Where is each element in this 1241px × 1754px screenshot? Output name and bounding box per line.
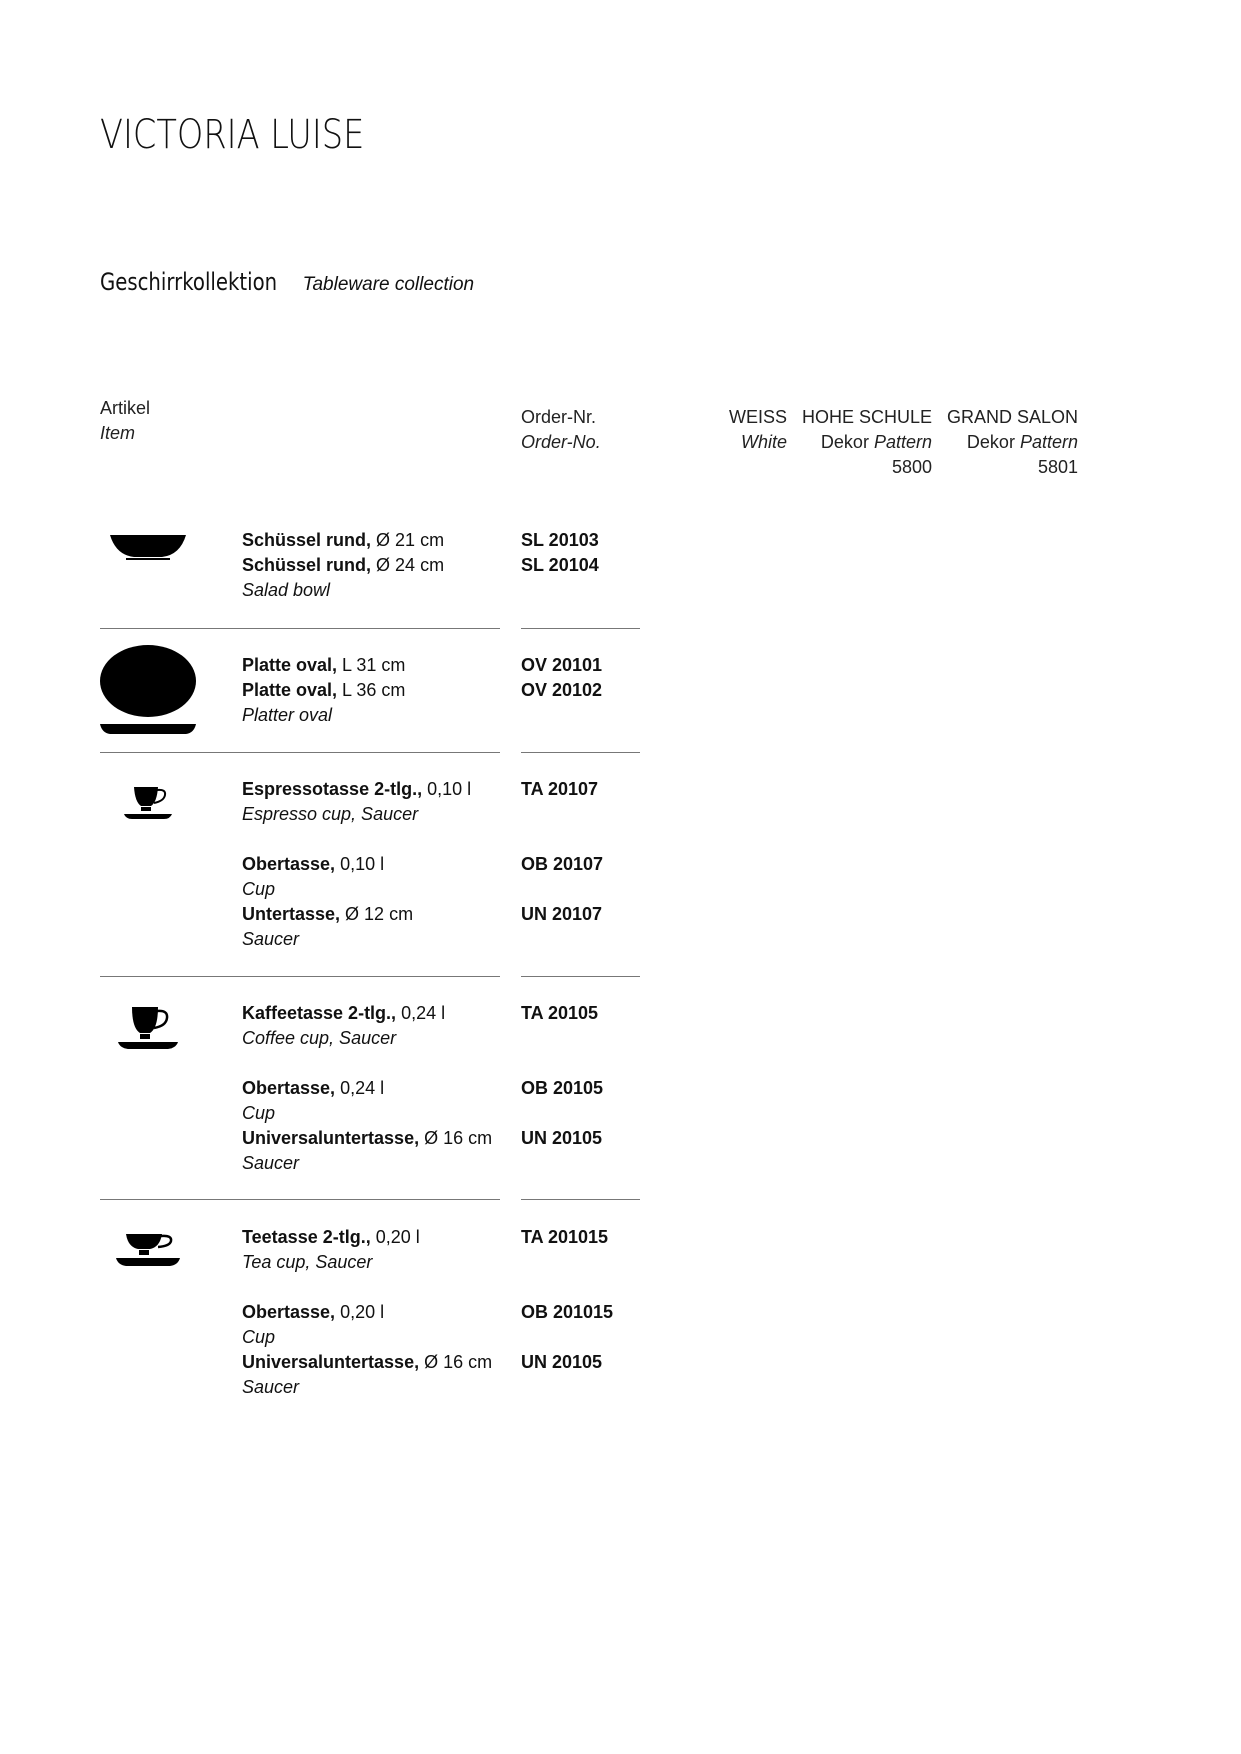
item-en: Salad bowl [242, 580, 331, 600]
header-hohe-name: HOHE SCHULE [801, 407, 932, 427]
item-spec: 0,20 l [335, 1302, 385, 1322]
item-name: Obertasse, [242, 1078, 336, 1098]
item-name: Schüssel rund, [242, 555, 372, 575]
header-order [521, 405, 601, 455]
item-en: Cup [242, 1327, 276, 1347]
divider [100, 1199, 500, 1200]
header-grand-dekor: Dekor [966, 432, 1015, 452]
group-4-codes [521, 1001, 603, 1151]
header-grand-number: 5801 [1037, 457, 1078, 477]
order-code: TA 20105 [521, 1003, 599, 1023]
header-item-en: Item [100, 423, 136, 443]
item-en: Cup [242, 1103, 276, 1123]
group-1-text [242, 528, 444, 603]
order-code: UN 20105 [521, 1352, 603, 1372]
order-code: TA 20107 [521, 779, 599, 799]
item-spec: 0,10 l [335, 854, 385, 874]
item-name: Obertasse, [242, 854, 336, 874]
group-3-text [242, 777, 471, 952]
item-name: Espressotasse 2-tlg., [242, 779, 423, 799]
order-code: OB 20107 [521, 854, 604, 874]
page-title: VICTORIA LUISE [100, 112, 365, 158]
order-code: OB 201015 [521, 1302, 614, 1322]
header-item [100, 396, 150, 446]
group-5-text [242, 1225, 492, 1400]
item-spec: L 36 cm [337, 680, 406, 700]
item-en: Saucer [242, 929, 300, 949]
item-en: Tea cup, Saucer [242, 1252, 373, 1272]
group-3-codes [521, 777, 603, 927]
order-code: OV 20101 [521, 655, 603, 675]
item-name: Universaluntertasse, [242, 1128, 420, 1148]
item-name: Platte oval, [242, 680, 338, 700]
item-spec: Ø 16 cm [419, 1352, 493, 1372]
order-code: SL 20103 [521, 530, 599, 550]
espresso-cup-icon [124, 786, 174, 820]
item-name: Schüssel rund, [242, 530, 372, 550]
subtitle-de: Geschirrkollektion [100, 268, 278, 296]
salad-bowl-icon [110, 533, 186, 561]
order-code: SL 20104 [521, 555, 599, 575]
group-5-codes [521, 1225, 613, 1375]
item-name: Teetasse 2-tlg., [242, 1227, 371, 1247]
order-code: UN 20107 [521, 904, 603, 924]
item-name: Platte oval, [242, 655, 338, 675]
item-spec: 0,24 l [335, 1078, 385, 1098]
item-spec: Ø 16 cm [419, 1128, 493, 1148]
order-code: UN 20105 [521, 1128, 603, 1148]
header-grand-name: GRAND SALON [946, 407, 1078, 427]
group-1-codes [521, 528, 599, 578]
item-en: Saucer [242, 1153, 300, 1173]
header-weiss-en: White [740, 432, 787, 452]
divider [521, 752, 640, 753]
order-code: OV 20102 [521, 680, 603, 700]
header-order-en: Order-No. [521, 432, 601, 452]
header-hohe-dekor: Dekor [820, 432, 869, 452]
tea-cup-icon [116, 1233, 182, 1267]
header-hohe-schule [790, 405, 932, 480]
subtitle [100, 268, 474, 297]
item-spec: 0,10 l [422, 779, 472, 799]
item-spec: Ø 21 cm [371, 530, 445, 550]
coffee-cup-icon [118, 1006, 180, 1050]
order-code: TA 201015 [521, 1227, 609, 1247]
order-code: OB 20105 [521, 1078, 604, 1098]
divider [100, 752, 500, 753]
divider [521, 976, 640, 977]
item-spec: Ø 12 cm [340, 904, 414, 924]
divider [521, 1199, 640, 1200]
divider [100, 976, 500, 977]
item-spec: L 31 cm [337, 655, 406, 675]
subtitle-en: Tableware collection [302, 274, 475, 295]
header-hohe-pattern: Pattern [873, 432, 932, 452]
header-order-de: Order-Nr. [521, 407, 597, 427]
item-en: Cup [242, 879, 276, 899]
header-weiss [700, 405, 787, 455]
item-en: Platter oval [242, 705, 333, 725]
item-spec: 0,24 l [396, 1003, 446, 1023]
item-name: Kaffeetasse 2-tlg., [242, 1003, 397, 1023]
header-item-de: Artikel [100, 398, 151, 418]
divider [100, 628, 500, 629]
group-2-codes [521, 653, 602, 703]
item-name: Untertasse, [242, 904, 341, 924]
item-spec: Ø 24 cm [371, 555, 445, 575]
item-en: Espresso cup, Saucer [242, 804, 419, 824]
item-spec: 0,20 l [370, 1227, 420, 1247]
item-en: Coffee cup, Saucer [242, 1028, 397, 1048]
header-grand-salon [936, 405, 1078, 480]
group-2-text [242, 653, 405, 728]
item-name: Obertasse, [242, 1302, 336, 1322]
divider [521, 628, 640, 629]
header-grand-pattern: Pattern [1019, 432, 1078, 452]
item-name: Universaluntertasse, [242, 1352, 420, 1372]
oval-platter-icon [100, 645, 196, 735]
group-4-text [242, 1001, 492, 1176]
header-hohe-number: 5800 [891, 457, 932, 477]
header-weiss-de: WEISS [728, 407, 787, 427]
item-en: Saucer [242, 1377, 300, 1397]
